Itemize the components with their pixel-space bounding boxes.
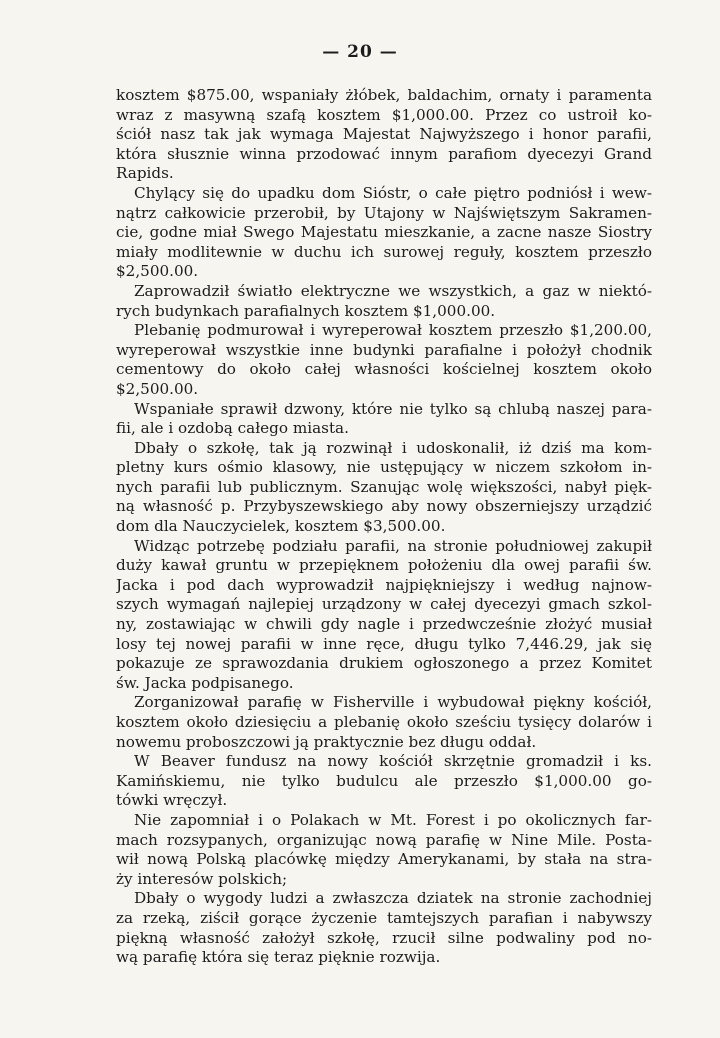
- text-line: kosztem $875.00, wspaniały żłóbek, baldachim, ornaty i paramenta: [116, 86, 652, 104]
- text-line: Plebanię podmurował i wyreperował kosztem przeszło $1,200.00,: [134, 321, 652, 340]
- paragraph: [116, 889, 652, 967]
- text-line: Chylący się do upadku dom Sióstr, o całe piętro podniósł i wew-: [134, 183, 652, 202]
- text-line: Rapids.: [116, 164, 174, 183]
- text-line: dom dla Nauczycielek, kosztem $3,500.00.: [116, 517, 446, 536]
- text-line: ny, zostawiając w chwili gdy nagle i przedwcześnie złożyć musiał: [116, 615, 652, 634]
- text-line: $2,500.00.: [116, 379, 199, 398]
- text-line: ży interesów polskich;: [116, 869, 288, 888]
- paragraph: [116, 752, 652, 811]
- text-line: cie, godne miał Swego Majestatu mieszkanie, a zacne nasze Siostry: [116, 223, 652, 242]
- text-line: piękną własność założył szkołę, rzucił silne podwaliny pod no-: [116, 928, 652, 947]
- text-line: Jacka i pod dach wyprowadził najpiękniejszy i według najnow-: [116, 575, 652, 594]
- text-line: losy tej nowej parafii w inne ręce, długu tylko 7,446.29, jak się: [116, 634, 652, 653]
- text-line: mach rozsypanych, organizując nową parafię w Nine Mile. Posta-: [116, 830, 652, 849]
- text-line: Dbały o wygody ludzi a zwłaszcza dziatek na stronie zachodniej: [134, 889, 652, 908]
- paragraph: [116, 439, 652, 537]
- text-line: za rzeką, ziścił gorące życzenie tamtejszych parafian i nabywszy: [116, 908, 652, 927]
- paragraph: [116, 282, 652, 321]
- text-line: nych parafii lub publicznym. Szanując wolę większości, nabył pięk-: [116, 477, 652, 496]
- paragraph: [116, 693, 652, 752]
- body-text: [116, 86, 652, 968]
- text-line: wił nową Polską placówkę między Amerykanami, by stała na stra-: [116, 850, 652, 869]
- text-line: pokazuje ze sprawozdania drukiem ogłoszonego a przez Komitet: [116, 654, 652, 673]
- text-line: św. Jacka podpisanego.: [116, 673, 294, 692]
- text-line: $2,500.00.: [116, 262, 199, 281]
- text-line: nowemu proboszczowi ją praktycznie bez długu oddał.: [116, 732, 537, 751]
- paragraph: [116, 400, 652, 439]
- text-line: Wspaniałe sprawił dzwony, które nie tylko są chlubą naszej para-: [134, 399, 652, 418]
- text-line: rych budynkach parafialnych kosztem $1,000.00.: [116, 301, 496, 320]
- text-line: miały modlitewnie w duchu ich surowej reguły, kosztem przeszło: [116, 242, 652, 261]
- text-line: cementowy do około całej własności kościelnej kosztem około: [116, 360, 652, 379]
- text-line: która słusznie winna przodować innym parafiom dyecezyi Grand: [116, 144, 652, 163]
- text-line: szych wymagań najlepiej urządzony w całej dyecezyi gmach szkol-: [116, 595, 652, 614]
- text-line: nątrz całkowicie przerobił, by Utajony w Najświętszym Sakramen-: [116, 203, 652, 222]
- text-line: ną własność p. Przybyszewskiego aby nowy obszerniejszy urządzić: [116, 497, 652, 516]
- paragraph: [116, 184, 652, 282]
- paragraph: [116, 537, 652, 694]
- text-line: tówki wręczył.: [116, 791, 228, 810]
- text-line: kosztem około dziesięciu a plebanię około sześciu tysięcy dolarów i: [116, 713, 652, 731]
- text-line: Zaprowadził światło elektryczne we wszystkich, a gaz w niektó-: [134, 281, 652, 300]
- text-line: wyreperował wszystkie inne budynki parafialne i położył chodnik: [116, 340, 652, 359]
- text-line: Kamińskiemu, nie tylko budulcu ale przeszło $1,000.00 go-: [116, 771, 652, 790]
- paragraph: [116, 321, 652, 399]
- text-line: pletny kurs ośmio klasowy, nie ustępujący w niczem szkołom in-: [116, 458, 652, 477]
- text-line: wą parafię która się teraz pięknie rozwija.: [116, 948, 441, 967]
- text-line: Dbały o szkołę, tak ją rozwinął i udoskonalił, iż dziś ma kom-: [134, 438, 652, 457]
- paragraph: [116, 811, 652, 889]
- text-line: ściół nasz tak jak wymaga Majestat Najwyższego i honor parafii,: [116, 125, 652, 144]
- text-line: duży kawał gruntu w przepięknem położeniu dla owej parafii św.: [116, 556, 652, 575]
- text-line: wraz z masywną szafą kosztem $1,000.00. Przez co ustroił ko-: [116, 105, 652, 124]
- text-line: Nie zapomniał i o Polakach w Mt. Forest i po okolicznych far-: [134, 810, 652, 829]
- text-line: fii, ale i ozdobą całego miasta.: [116, 419, 349, 438]
- page-number: — 20 —: [322, 42, 398, 62]
- text-line: Widząc potrzebę podziału parafii, na stronie południowej zakupił: [134, 536, 652, 555]
- paragraph: [116, 86, 652, 184]
- text-line: Zorganizował parafię w Fisherville i wybudował piękny kościół,: [134, 693, 652, 712]
- text-line: W Beaver fundusz na nowy kościół skrzętnie gromadził i ks.: [134, 752, 652, 771]
